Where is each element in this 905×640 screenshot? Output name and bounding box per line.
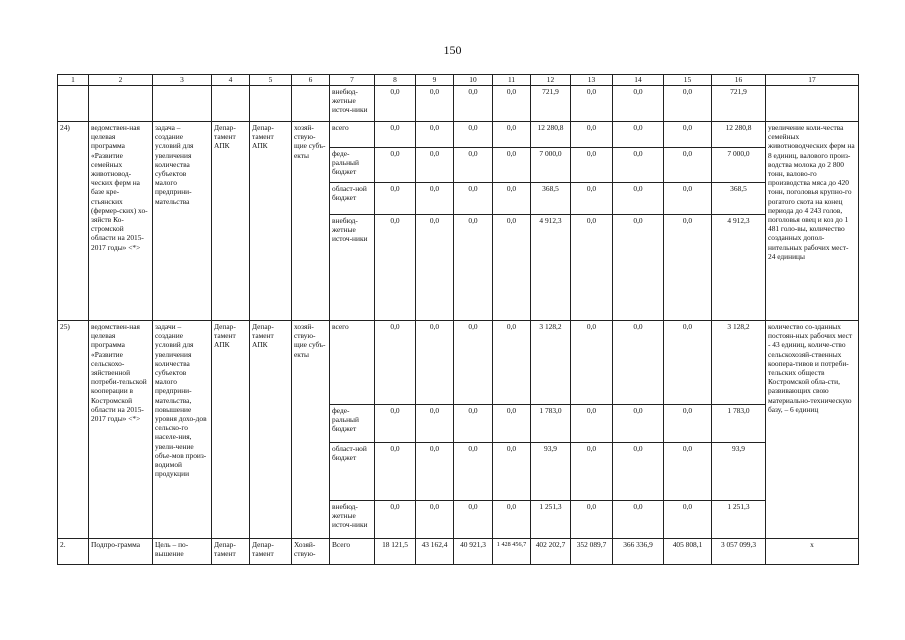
value-cell: 0,0 — [664, 405, 712, 443]
value-cell: 0,0 — [571, 86, 613, 122]
value-cell: 366 336,9 — [613, 539, 664, 565]
value-cell: 1 783,0 — [531, 405, 571, 443]
source-label: внебюд-жетные источ-ники — [330, 501, 375, 539]
value-cell: 0,0 — [375, 215, 416, 321]
value-cell: 1 251,3 — [531, 501, 571, 539]
program-name: Подпро-грамма — [89, 539, 153, 565]
header-cell: 3 — [153, 75, 212, 86]
value-cell: 0,0 — [454, 86, 493, 122]
participant-cell: Хозяй-ствую- — [292, 539, 330, 565]
value-cell: 0,0 — [613, 321, 664, 405]
header-cell: 2 — [89, 75, 153, 86]
participant-cell: хозяй-ствую-щие субъ-екты — [292, 321, 330, 539]
header-cell: 13 — [571, 75, 613, 86]
source-label: Всего — [330, 539, 375, 565]
value-cell: 0,0 — [375, 183, 416, 215]
value-cell: 0,0 — [375, 443, 416, 501]
source-label: внебюд-жетные источ-ники — [330, 86, 375, 122]
row-number: 24) — [58, 122, 89, 321]
source-label: всего — [330, 321, 375, 405]
value-cell: 7 000,0 — [531, 148, 571, 183]
program-table — [57, 74, 859, 565]
value-cell: 0,0 — [664, 122, 712, 148]
value-cell: 0,0 — [454, 122, 493, 148]
value-cell: 93,9 — [712, 443, 766, 501]
value-cell: 0,0 — [613, 215, 664, 321]
value-cell: 0,0 — [571, 405, 613, 443]
value-cell: 0,0 — [493, 86, 531, 122]
value-cell: 3 128,2 — [712, 321, 766, 405]
value-cell: 0,0 — [664, 183, 712, 215]
program-task: задача – создание условий для увеличения количества субъектов малого предприни-мательства — [153, 122, 212, 321]
value-cell: 721,9 — [531, 86, 571, 122]
executor-cell: Депар-тамент — [212, 539, 250, 565]
table-row — [58, 539, 859, 565]
value-cell: 0,0 — [375, 86, 416, 122]
header-cell: 4 — [212, 75, 250, 86]
expected-result: x — [766, 539, 859, 565]
value-cell: 0,0 — [493, 321, 531, 405]
header-cell: 8 — [375, 75, 416, 86]
page-number: 150 — [443, 43, 462, 57]
value-cell: 0,0 — [375, 405, 416, 443]
value-cell: 43 162,4 — [416, 539, 454, 565]
value-cell: 0,0 — [416, 183, 454, 215]
header-cell: 7 — [330, 75, 375, 86]
value-cell: 0,0 — [664, 148, 712, 183]
header-cell: 15 — [664, 75, 712, 86]
value-cell: 402 202,7 — [531, 539, 571, 565]
value-cell: 3 128,2 — [531, 321, 571, 405]
value-cell: 0,0 — [454, 148, 493, 183]
header-cell: 11 — [493, 75, 531, 86]
value-cell: 721,9 — [712, 86, 766, 122]
program-name: ведомствен-ная целевая программа «Развитие сельскохо-зяйственной потреби-тельской кооперации в Костромской области на 2015-2017 годы» <*> — [89, 321, 153, 539]
source-label: област-ной бюджет — [330, 183, 375, 215]
expected-result: увеличение коли-чества семейных животноводческих ферм на 8 единиц, валового произ-водства молока до 2 800 тонн, валово-го производства мяса до 420 тонн, поголовья крупно-го рогатого скота на конец периода до 4 243 голов, поголовья овец и коз до 1 481 голо-вы, количество созданных допол-нительных рабочих мест- 24 единицы — [766, 122, 859, 321]
value-cell: 0,0 — [664, 215, 712, 321]
row-number: 2. — [58, 539, 89, 565]
value-cell: 0,0 — [493, 405, 531, 443]
value-cell: 352 089,7 — [571, 539, 613, 565]
program-task: задачи – создание условий для увеличения количества субъектов малого предприни-мательства, повышение уровня дохо-дов сельско-го населе-ния, увели-чение объе-мов произ-водимой продукции — [153, 321, 212, 539]
value-cell: 0,0 — [375, 148, 416, 183]
value-cell: 12 280,8 — [531, 122, 571, 148]
value-cell: 0,0 — [613, 501, 664, 539]
executor-cell: Депар-тамент АПК — [212, 122, 250, 321]
value-cell: 368,5 — [531, 183, 571, 215]
value-cell: 0,0 — [454, 321, 493, 405]
table-row — [58, 122, 859, 148]
table-row — [58, 321, 859, 405]
value-cell: 0,0 — [613, 148, 664, 183]
value-cell: 0,0 — [454, 443, 493, 501]
program-name: ведомствен-ная целевая программа «Развитие семейных животновод-ческих ферм на базе кре-стьянских (фермер-ских) хо-зяйств Ко-стромской области на 2015-2017 годы» <*> — [89, 122, 153, 321]
value-cell: 0,0 — [664, 443, 712, 501]
value-cell: 0,0 — [613, 405, 664, 443]
program-task: Цель – по-вышение — [153, 539, 212, 565]
value-cell: 0,0 — [416, 122, 454, 148]
responsible-cell: Депар-тамент — [250, 539, 292, 565]
value-cell: 0,0 — [613, 86, 664, 122]
value-cell: 0,0 — [571, 122, 613, 148]
value-cell: 4 912,3 — [712, 215, 766, 321]
value-cell: 0,0 — [454, 501, 493, 539]
value-cell: 1 783,0 — [712, 405, 766, 443]
source-label: феде-ральный бюджет — [330, 148, 375, 183]
value-cell: 0,0 — [454, 405, 493, 443]
value-cell: 0,0 — [416, 501, 454, 539]
value-cell: 0,0 — [571, 183, 613, 215]
value-cell: 0,0 — [664, 86, 712, 122]
value-cell: 0,0 — [613, 122, 664, 148]
value-cell: 0,0 — [571, 148, 613, 183]
participant-cell: хозяй-ствую-щие субъ-екты — [292, 122, 330, 321]
header-cell: 17 — [766, 75, 859, 86]
value-cell: 0,0 — [613, 443, 664, 501]
value-cell: 1 251,3 — [712, 501, 766, 539]
value-cell: 0,0 — [375, 321, 416, 405]
value-cell: 93,9 — [531, 443, 571, 501]
value-cell: 0,0 — [416, 321, 454, 405]
header-cell: 12 — [531, 75, 571, 86]
row-number: 25) — [58, 321, 89, 539]
value-cell: 40 921,3 — [454, 539, 493, 565]
value-cell: 0,0 — [493, 215, 531, 321]
value-cell: 7 000,0 — [712, 148, 766, 183]
header-cell: 5 — [250, 75, 292, 86]
value-cell: 0,0 — [416, 405, 454, 443]
executor-cell: Депар-тамент АПК — [212, 321, 250, 539]
value-cell: 0,0 — [416, 148, 454, 183]
value-cell: 368,5 — [712, 183, 766, 215]
table-row — [58, 86, 859, 122]
source-label: всего — [330, 122, 375, 148]
value-cell: 0,0 — [613, 183, 664, 215]
header-cell: 1 — [58, 75, 89, 86]
value-cell: 0,0 — [571, 215, 613, 321]
value-cell: 1 428 456,7 — [493, 539, 531, 565]
value-cell: 0,0 — [416, 443, 454, 501]
value-cell: 0,0 — [664, 321, 712, 405]
source-label: област-ной бюджет — [330, 443, 375, 501]
header-cell: 9 — [416, 75, 454, 86]
value-cell: 18 121,5 — [375, 539, 416, 565]
header-cell: 16 — [712, 75, 766, 86]
header-row — [58, 75, 859, 86]
value-cell: 4 912,3 — [531, 215, 571, 321]
value-cell: 0,0 — [454, 183, 493, 215]
value-cell: 0,0 — [664, 501, 712, 539]
responsible-cell: Депар-тамент АПК — [250, 321, 292, 539]
value-cell: 0,0 — [571, 321, 613, 405]
header-cell: 10 — [454, 75, 493, 86]
header-cell: 6 — [292, 75, 330, 86]
value-cell: 0,0 — [416, 86, 454, 122]
value-cell: 3 057 099,3 — [712, 539, 766, 565]
value-cell: 0,0 — [493, 122, 531, 148]
value-cell: 0,0 — [571, 443, 613, 501]
value-cell: 0,0 — [375, 122, 416, 148]
value-cell: 0,0 — [493, 501, 531, 539]
value-cell: 0,0 — [493, 183, 531, 215]
value-cell: 0,0 — [454, 215, 493, 321]
source-label: внебюд-жетные источ-ники — [330, 215, 375, 321]
responsible-cell: Депар-тамент АПК — [250, 122, 292, 321]
source-label: феде-ральный бюджет — [330, 405, 375, 443]
value-cell: 0,0 — [375, 501, 416, 539]
value-cell: 12 280,8 — [712, 122, 766, 148]
value-cell: 0,0 — [416, 215, 454, 321]
value-cell: 0,0 — [493, 443, 531, 501]
value-cell: 405 808,1 — [664, 539, 712, 565]
header-cell: 14 — [613, 75, 664, 86]
value-cell: 0,0 — [571, 501, 613, 539]
expected-result: количество со-зданных постоян-ных рабочих мест - 43 единиц, количе-ство сельскохозяй-ственных коопера-тивов и потреби-тельских обществ Костромской обла-сти, развивающих свою материально-техническую базу, – 6 единиц — [766, 321, 859, 539]
value-cell: 0,0 — [493, 148, 531, 183]
